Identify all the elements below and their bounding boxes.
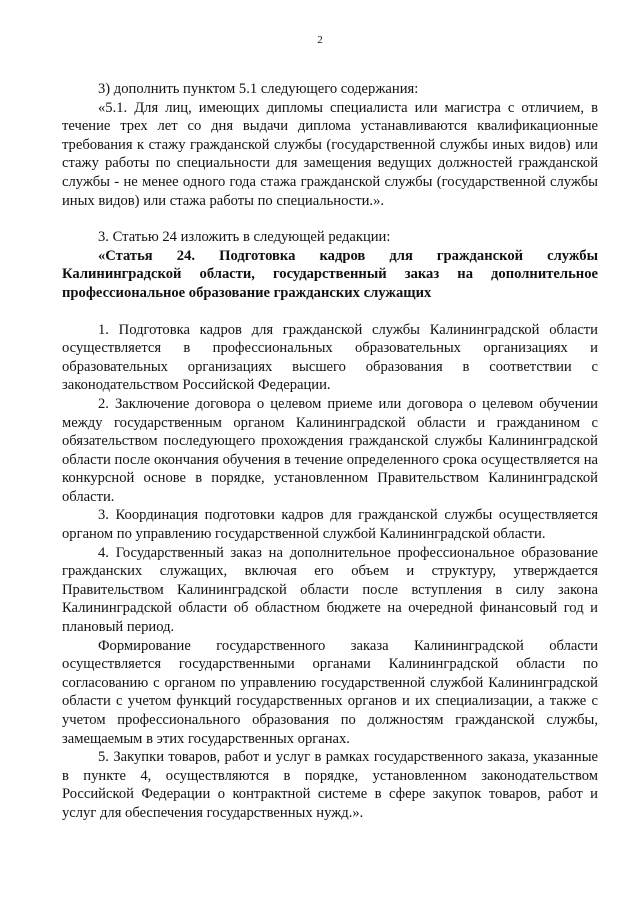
paragraph-article-24-intro: 3. Статью 24 изложить в следующей редакции: — [98, 229, 391, 246]
paragraph-amendment-3: 3) дополнить пунктом 5.1 следующего содержания: — [98, 81, 419, 97]
article-24-part-4-continued: Формирование государственного заказа Калининградской области осуществляется государственными органами Калининградской области по согласованию с органом по управлению государственной службой Калининградской области с учетом функций государственных органов и их специализации, а также с учетом профессионального образования по должностям гражданской службы, замещаемым в этих государственных органах. — [62, 637, 598, 747]
article-24-part-4: 4. Государственный заказ на дополнительное профессиональное образование гражданских служащих, включая его объем и структуру, утверждается Правительством Калининградской области после вступления в силу закона Калининградской области об областном бюджете на очередной финансовый год и плановый период. — [62, 544, 598, 636]
article-24-heading: «Статья 24. Подготовка кадров для гражданской службы Калининградской области, государственный заказ на дополнительное профессиональное образование гражданских служащих — [62, 247, 598, 301]
article-24-part-3: 3. Координация подготовки кадров для гражданской службы осуществляется органом по управлению государственной службой Калининградской области. — [62, 507, 598, 543]
article-24-part-5: 5. Закупки товаров, работ и услуг в рамках государственного заказа, указанные в пункте 4, осуществляются в порядке, установленном законодательством Российской Федерации о контрактной системе в сфере закупок товаров, работ и услуг для обеспечения государственных нужд.». — [62, 749, 598, 821]
article-24-part-1: 1. Подготовка кадров для гражданской службы Калининградской области осуществляется в профессиональных образовательных организациях и образовательных организациях высшего образования в соответствии с законодательством Российской Федерации. — [62, 321, 598, 394]
page-number: 2 — [317, 34, 323, 46]
paragraph-clause-5-1: «5.1. Для лиц, имеющих дипломы специалиста или магистра с отличием, в течение трех лет со дня выдачи диплома устанавливаются квалификационные требования к стажу гражданской службы (государственной службы иных видов) или стажу работы по специальности для замещения ведущих должностей гражданской службы - не менее одного года стажа гражданской службы (государственной службы иных видов) или стажа работы по специальности.». — [62, 99, 598, 209]
article-24-part-2: 2. Заключение договора о целевом приеме или договора о целевом обучении между государственным органом Калининградской области и гражданином с обязательством последующего прохождения гражданской службы Калининградской области после окончания обучения в течение определенного срока осуществляется на конкурсной основе в порядке, установленном Правительством Калининградской области. — [62, 395, 598, 505]
document-body — [62, 80, 598, 823]
